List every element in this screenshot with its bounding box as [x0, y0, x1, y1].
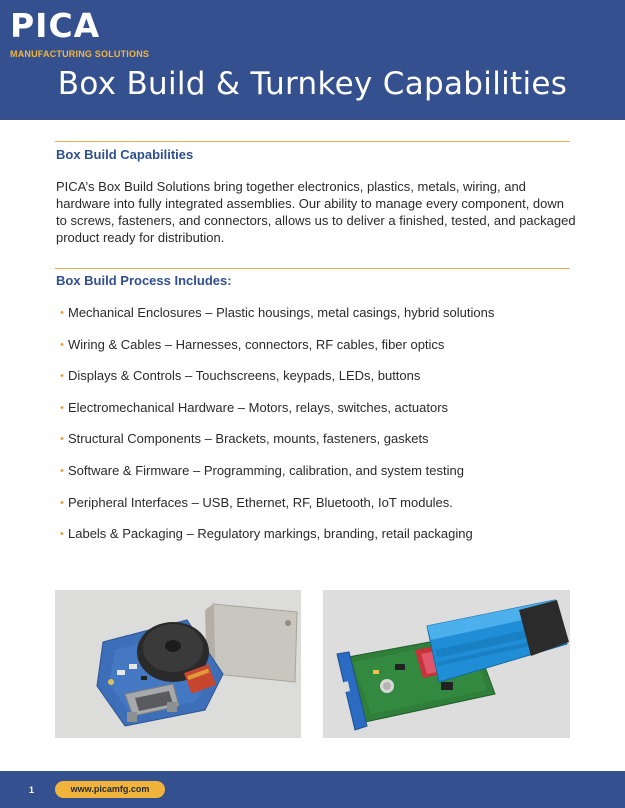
encoder-board-illustration — [55, 590, 301, 738]
page-header — [0, 0, 625, 120]
bullet-icon: • — [60, 307, 64, 319]
logo-subtitle: MANUFACTURING SOLUTIONS — [10, 49, 150, 59]
section-divider — [55, 141, 570, 142]
encoder-board-photo — [55, 590, 301, 738]
enclosure-illustration — [323, 590, 570, 738]
section-divider — [55, 268, 570, 269]
bullet-icon: • — [60, 370, 64, 383]
page-title: Box Build & Turnkey Capabilities — [57, 66, 568, 102]
bullet-icon: • — [60, 401, 64, 414]
enclosure-photo — [323, 590, 570, 738]
logo: PICA — [10, 6, 101, 45]
page-number: 1 — [29, 785, 35, 795]
page-footer — [0, 771, 625, 808]
bullet-icon: • — [60, 496, 64, 509]
bullet-icon: • — [60, 464, 64, 477]
list-item: • Wiring & Cables – Harnesses, connectors, RF cables, fiber optics — [60, 336, 445, 352]
process-list — [60, 304, 494, 557]
list-item: • Structural Components – Brackets, mounts, fasteners, gaskets — [60, 431, 429, 447]
list-item: • Displays & Controls – Touchscreens, keypads, LEDs, buttons — [60, 368, 421, 384]
bullet-icon: • — [60, 528, 64, 541]
list-item: • Peripheral Interfaces – USB, Ethernet, RF, Bluetooth, IoT modules. — [60, 494, 453, 510]
list-item: • Software & Firmware – Programming, calibration, and system testing — [60, 462, 464, 478]
capabilities-body: PICA’s Box Build Solutions bring together electronics, plastics, metals, wiring, and hardware into fully integrated assemblies. Our ability to manage every component, down to screws, fasteners, and connectors, allows us to deliver a finished, tested, and packaged product ready for distribution. — [56, 179, 576, 245]
bullet-icon: • — [60, 433, 64, 446]
process-heading: Box Build Process Includes: — [56, 273, 232, 288]
list-item: • Electromechanical Hardware – Motors, relays, switches, actuators — [60, 399, 449, 415]
website-link[interactable]: www.picamfg.com — [55, 781, 165, 798]
list-item: • Labels & Packaging – Regulatory markings, branding, retail packaging — [60, 526, 473, 542]
capabilities-heading: Box Build Capabilities — [56, 147, 194, 162]
bullet-icon: • — [60, 338, 64, 351]
list-item: • Mechanical Enclosures – Plastic housings, metal casings, hybrid solutions — [60, 305, 495, 320]
